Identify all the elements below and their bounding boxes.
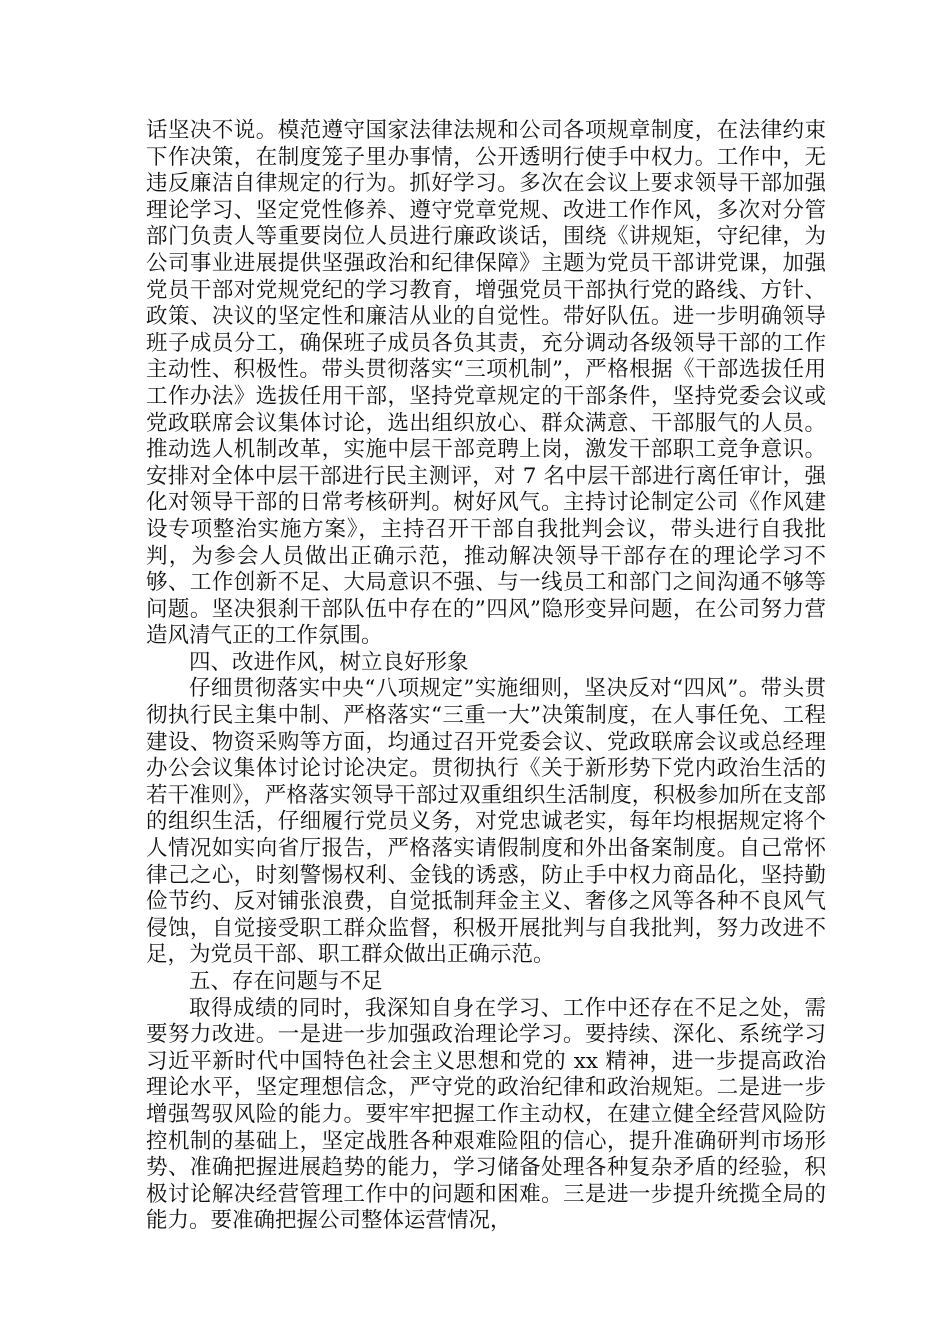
paragraph-problems-shortcomings: 取得成绩的同时，我深知自身在学习、工作中还存在不足之处，需要努力改进。一是进一步加强政治理论学习。要持续、深化、系统学习习近平新时代中国特色社会主义思想和党的 xx 精神，进一步提高政治理论水平，坚定理想信念，严守党的政治纪律和政治规矩。二是进一步增强驾驭风险的能力。要牢牢把握工作主动权，在建立健全经营风险防控机制的基础上，坚定战胜各种艰难险阻的信心，提升准确研判市场形势、准确把握进展趋势的能力，学习储备处理各种复杂矛盾的经验，积极讨论解决经营管理工作中的问题和困难。三是进一步提升统揽全局的能力。要准确把握公司整体运营情况，	[146, 995, 826, 1234]
paragraph-work-style: 仔细贯彻落实中央“八项规定”实施细则，坚决反对“四风”。带头贯彻执行民主集中制、严格落实“三重一大”决策制度，在人事任免、工程建设、物资采购等方面，均通过召开党委会议、党政联席会议或总经理办公会议集体讨论讨论决定。贯彻执行《关于新形势下党内政治生活的若干准则》，严格落实领导干部过双重组织生活制度，积极参加所在支部的组织生活，仔细履行党员义务，对党忠诚老实，每年均根据规定将个人情况如实向省厅报告，严格落实请假制度和外出备案制度。自己常怀律己之心，时刻警惕权利、金钱的诱惑，防止手中权力商品化，坚持勤俭节约、反对铺张浪费，自觉抵制拜金主义、奢侈之风等各种不良风气侵蚀，自觉接受职工群众监督，积极开展批判与自我批判，努力改进不足，为党员干部、职工群众做出正确示范。	[146, 676, 826, 968]
document-page	[146, 118, 826, 1235]
paragraph-discipline-study-team: 话坚决不说。模范遵守国家法律法规和公司各项规章制度，在法律约束下作决策，在制度笼子里办事情，公开透明行使手中权力。工作中，无违反廉洁自律规定的行为。抓好学习。多次在会议上要求领导干部加强理论学习、坚定党性修养、遵守党章党规、改进工作作风，多次对分管部门负责人等重要岗位人员进行廉政谈话，围绕《讲规矩，守纪律，为公司事业进展提供坚强政治和纪律保障》主题为党员干部讲党课，加强党员干部对党规党纪的学习教育，增强党员干部执行党的路线、方针、政策、决议的坚定性和廉洁从业的自觉性。带好队伍。进一步明确领导班子成员分工，确保班子成员各负其责，充分调动各级领导干部的工作主动性、积极性。带头贯彻落实“三项机制”，严格根据《干部选拔任用工作办法》选拔任用干部，坚持党章规定的干部条件，坚持党委会议或党政联席会议集体讨论，选出组织放心、群众满意、干部服气的人员。推动选人机制改革，实施中层干部竞聘上岗，激发干部职工竞争意识。安排对全体中层干部进行民主测评，对 7 名中层干部进行离任审计，强化对领导干部的日常考核研判。树好风气。主持讨论制定公司《作风建设专项整治实施方案》，主持召开干部自我批判会议，带头进行自我批判，为参会人员做出正确示范，推动解决领导干部存在的理论学习不够、工作创新不足、大局意识不强、与一线员工和部门之间沟通不够等问题。坚决狠刹干部队伍中存在的”四风”隐形变异问题，在公司努力营造风清气正的工作氛围。	[146, 118, 826, 649]
section-heading-5: 五、存在问题与不足	[189, 969, 383, 994]
section-heading-4: 四、改进作风，树立良好形象	[189, 649, 469, 675]
